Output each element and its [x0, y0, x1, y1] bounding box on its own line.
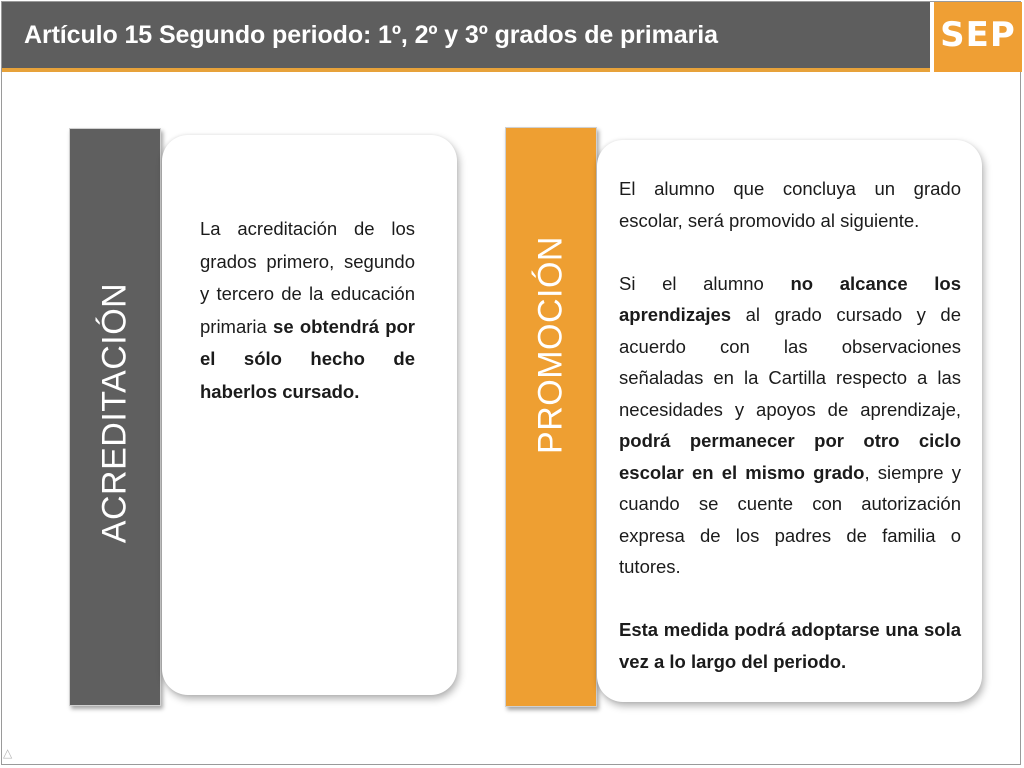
acreditacion-card: [162, 135, 457, 695]
p2-bold-a: no alcance los aprendizajes: [619, 272, 961, 325]
p2-text-b: al grado cursado y de acuerdo con las observaciones señaladas en la Cartilla respecto a las necesidades y apoyos de aprendizaje,: [619, 304, 961, 420]
header-accent-line: [2, 68, 930, 72]
acreditacion-text: [200, 213, 415, 408]
header-bar: [2, 2, 930, 68]
acreditacion-text-bold: se obtendrá por el sólo hecho de haberlos cursado.: [200, 315, 415, 402]
promocion-paragraph-2: [619, 268, 961, 583]
sep-logo: SEP: [940, 15, 1016, 55]
p2-text-a: Si el alumno: [619, 272, 791, 294]
p2-text-c: , siempre y cuando se cuente con autorización expresa de los padres de familia o tutores.: [619, 461, 961, 577]
promocion-paragraph-1: El alumno que concluya un grado escolar, será promovido al siguiente.: [619, 178, 961, 231]
promocion-text: [619, 173, 961, 677]
acreditacion-tab: [69, 128, 161, 706]
brand-logo-box: [934, 2, 1022, 72]
acreditacion-label: ACREDITACIÓN: [95, 282, 134, 544]
acreditacion-text-intro: La acreditación de los grados primero, segundo y tercero de la educación primaria: [200, 218, 415, 337]
p2-bold-b: podrá permanecer por otro ciclo escolar en el mismo grado: [619, 430, 961, 483]
slide-title: Artículo 15 Segundo periodo: 1º, 2º y 3º grados de primaria: [24, 21, 718, 49]
promocion-paragraph-3: Esta medida podrá adoptarse una sola vez a lo largo del periodo.: [619, 619, 961, 672]
promocion-label: PROMOCIÓN: [531, 236, 570, 454]
promocion-card: [597, 140, 982, 702]
slide-corner-icon: △: [3, 746, 13, 760]
promocion-tab: [505, 127, 597, 707]
